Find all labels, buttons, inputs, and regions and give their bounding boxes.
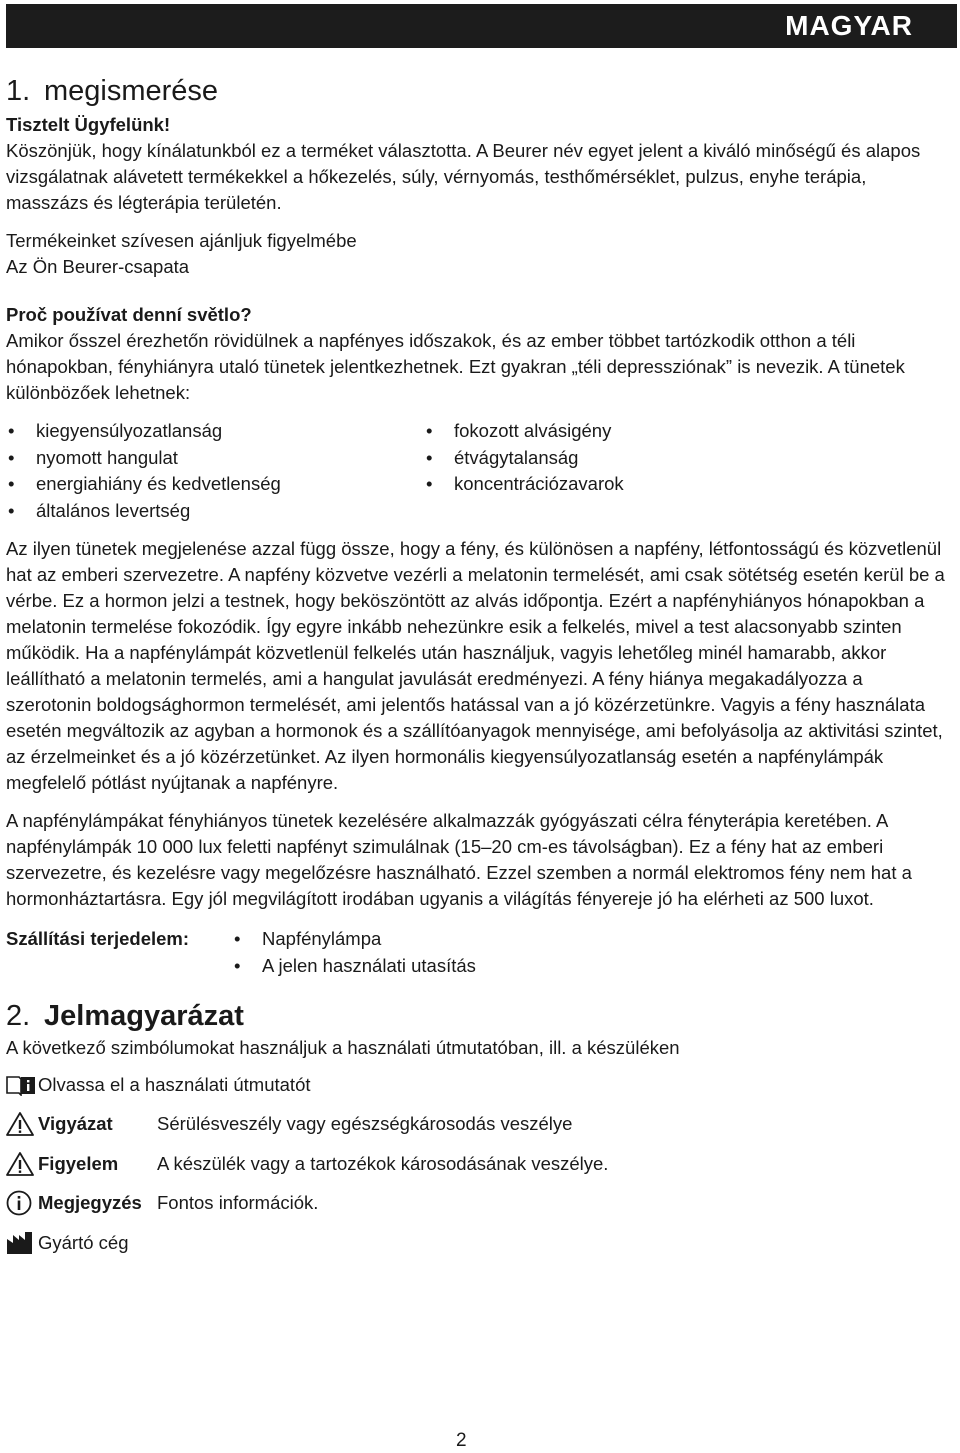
symbol-text: Gyártó cég [38,1231,129,1253]
list-item: • nyomott hangulat [6,445,424,472]
section-number: 2. [6,1000,31,1032]
symbol-term: Vigyázat [38,1113,113,1135]
section-1-heading [6,72,950,110]
symbol-row [6,1184,950,1224]
read-manual-icon [6,1074,38,1096]
why-heading: Proč používat denní světlo? [6,304,252,325]
symbol-text: Sérülésveszély vagy egészségkárosodás veszélye [157,1113,573,1135]
section-title: megismerése [44,75,219,107]
list-item: • energiahiány és kedvetlenség [6,471,424,498]
symbol-row [6,1223,950,1263]
list-item: • koncentrációzavarok [424,471,842,498]
language-label: MAGYAR [785,10,913,41]
symbols-intro: A következő szimbólumokat használjuk a használati útmutatóban, ill. a készüléken [6,1037,680,1058]
symbol-row [6,1105,950,1145]
symptom-column-left [6,418,424,524]
list-item: • fokozott alvásigény [424,418,842,445]
salutation: Tisztelt Ügyfelünk! [6,114,171,135]
symbol-row [6,1065,950,1105]
closing-line: Termékeinket szívesen ajánljuk figyelmébe [6,230,357,251]
language-header-bar [6,4,957,48]
list-item: • kiegyensúlyozatlanság [6,418,424,445]
lamps-paragraph: A napfénylámpákat fényhiányos tünetek kezelésére alkalmazzák gyógyászati célra fényterápia keretében. A napfénylámpák 10 000 lux feletti napfényt szimulálnak (15–20 cm-es távolságban). Ez a fény hat az emberi szervezetre, és kezelésre vagy megelőzésre használható. Ezzel szemben a normál elektromos fény nem hat a hormonháztartásra. Egy jól megvilágított irodában ugyanis a világítás fényereje jó ha elérheti az 500 luxot. [6,810,912,909]
intro-paragraph: Köszönjük, hogy kínálatunkból ez a terméket választotta. A Beurer név egyet jelent a kiváló minőségű és alapos vizsgálatnak alávetett termékekkel a hőkezelés, súly, vérnyomás, testhőmérséklet, pulzus, enyhe terápia, masszázs és légterápia területén. [6,140,921,213]
symbol-term: Figyelem [38,1152,119,1174]
list-item: • A jelen használati utasítás [232,953,476,980]
info-circle-icon [6,1190,38,1216]
warning-triangle-icon [6,1111,38,1137]
delivery-scope-label: Szállítási terjedelem: [6,928,190,949]
light-paragraph: Az ilyen tünetek megjelenése azzal függ össze, hogy a fény, és különösen a napfény, létfontosságú és közvetlenül hat az emberi szervezetre. A napfény közvetve vezérli a melatonin termelését, ami csak sötétség esetén kerül be a vérbe. Ez a hormon jelzi a testnek, hogy beköszöntött az alvás időpontja. Ezért a napfényhiányos hónapokban a melatonin termelése fokozódik. Így egyre inkább nehezünkre esik a felkelés, mivel a test alacsonyabb szinten működik. Ha a napfénylámpát közvetlenül felkelés után használjuk, vagyis lehetőleg minél hamarabb, akkor leállítható a melatonin termelés, ami a hangulat javulását eredményezi. A fény hiánya megakadályozza a szerotonin boldogsághormon termelését, ami jelentős hatással van a jó közérzetünkre. Vagyis a fény használata esetén megváltozik az agyban a hormonok és a szállítóanyagok mennyisége, ami befolyásolja az aktivitási szintet, az érzelmeinket és a jó közérzetünket. Az ilyen hormonális kiegyensúlyozatlanság esetén a napfénylámpák megfelelő pótlást nyújtanak a napfényre. [6,538,945,793]
section-title: Jelmagyarázat [44,1000,244,1032]
symbol-row [6,1144,950,1184]
delivery-scope [6,926,950,979]
signature-line: Az Ön Beurer-csapata [6,256,190,277]
page-number: 2 [456,1430,467,1451]
symbol-text: A készülék vagy a tartozékok károsodásának veszélye. [157,1152,609,1174]
section-2-heading [6,997,950,1035]
symptom-column-right [424,418,842,524]
document-content [6,72,950,1263]
list-item: • Napfénylámpa [232,926,476,953]
why-paragraph: Amikor ősszel érezhetőn rövidülnek a napfényes időszakok, és az ember többet tartózkodik otthon a téli hónapokban, fényhiányra utaló tünetek jelentkezhetnek. Ezt gyakran „téli depressziónak” is nevezik. A tünetek különbözőek lehetnek: [6,330,905,403]
list-item: • általános levertség [6,498,424,525]
list-item: • étvágytalanság [424,445,842,472]
warning-triangle-icon [6,1151,38,1177]
symptom-list [6,418,950,524]
symbol-text: Olvassa el a használati útmutatót [38,1073,311,1095]
section-number: 1. [6,75,31,107]
manufacturer-icon [6,1231,38,1255]
symbol-text: Fontos információk. [157,1192,319,1214]
symbol-term: Megjegyzés [38,1192,142,1214]
